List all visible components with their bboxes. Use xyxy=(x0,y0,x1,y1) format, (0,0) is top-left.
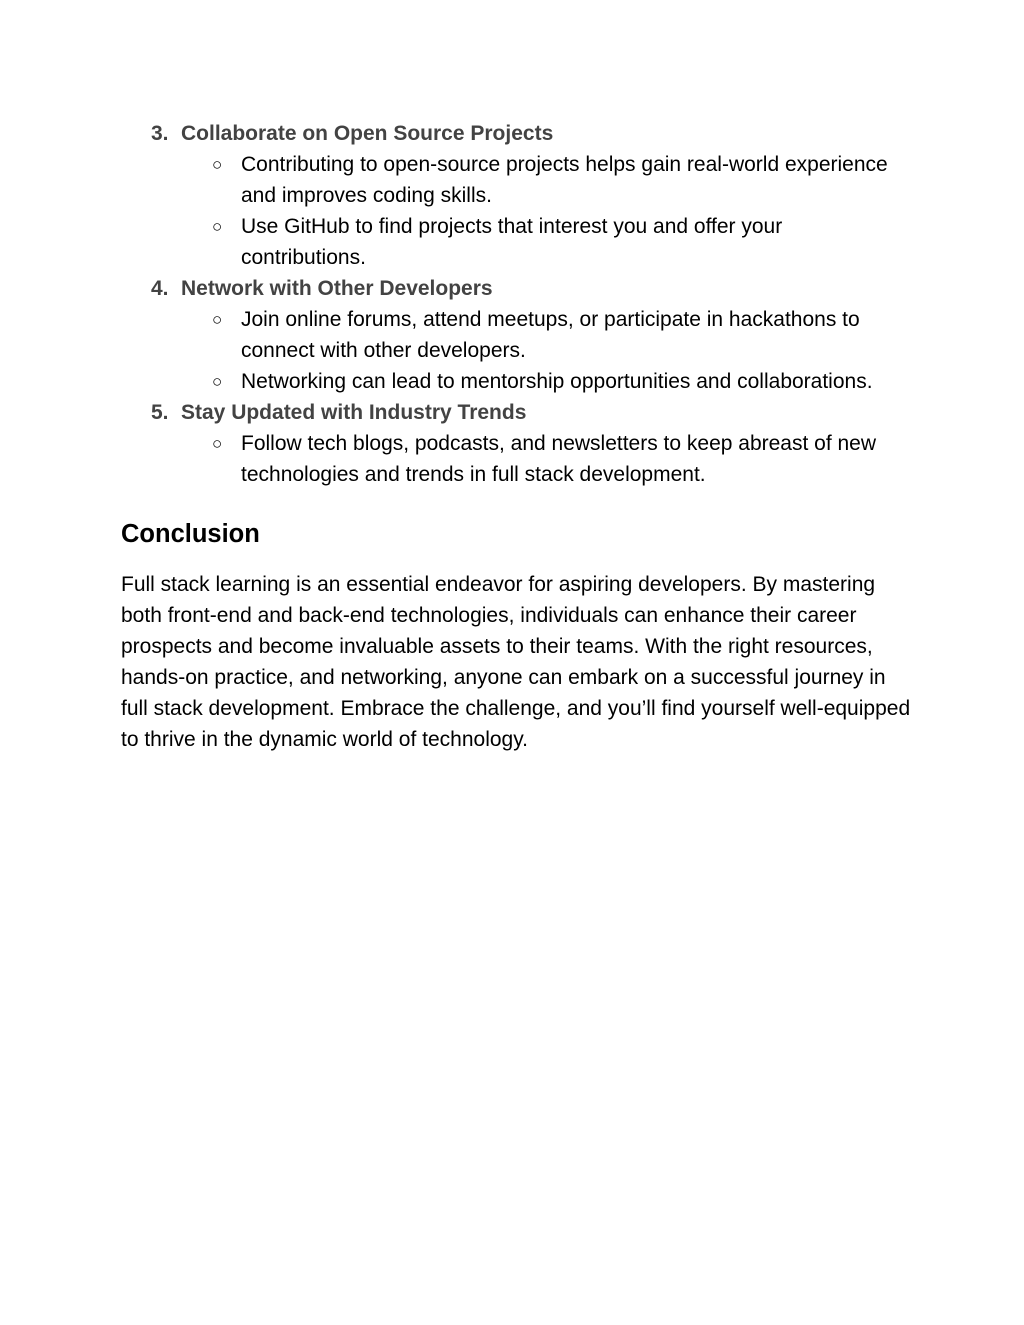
bullet-item xyxy=(121,304,911,366)
conclusion-heading: Conclusion xyxy=(121,520,260,548)
bullet-text: Use GitHub to find projects that interest you and offer your contributions. xyxy=(241,215,783,269)
hollow-circle-bullet-icon: ○ xyxy=(212,434,223,453)
bullet-text: Contributing to open-source projects helps gain real-world experience and improves coding skills. xyxy=(241,153,888,207)
bullet-text: Networking can lead to mentorship opportunities and collaborations. xyxy=(241,370,873,393)
step-bullets xyxy=(121,428,911,490)
conclusion-paragraph: Full stack learning is an essential endeavor for aspiring developers. By mastering both front-end and back-end technologies, individuals can enhance their career prospects and become invaluable assets to their teams. With the right resources, hands-on practice, and networking, anyone can embark on a successful journey in full stack development. Embrace the challenge, and you’ll find yourself well-equipped to thrive in the dynamic world of technology. xyxy=(121,573,911,751)
bullet-item xyxy=(121,149,911,211)
step-item xyxy=(121,273,911,397)
document-content xyxy=(121,118,911,755)
bullet-item xyxy=(121,366,911,397)
hollow-circle-bullet-icon: ○ xyxy=(212,372,223,391)
step-heading xyxy=(121,273,911,304)
step-number: 4. xyxy=(151,277,169,300)
step-title: Network with Other Developers xyxy=(181,277,493,300)
step-item xyxy=(121,397,911,490)
bullet-item xyxy=(121,211,911,273)
bullet-text: Join online forums, attend meetups, or participate in hackathons to connect with other developers. xyxy=(241,308,860,362)
steps-list xyxy=(121,118,911,490)
step-title: Stay Updated with Industry Trends xyxy=(181,401,527,424)
step-heading xyxy=(121,118,911,149)
hollow-circle-bullet-icon: ○ xyxy=(212,217,223,236)
step-number: 5. xyxy=(151,401,169,424)
hollow-circle-bullet-icon: ○ xyxy=(212,310,223,329)
step-title: Collaborate on Open Source Projects xyxy=(181,122,554,145)
step-bullets xyxy=(121,149,911,273)
step-bullets xyxy=(121,304,911,397)
step-item xyxy=(121,118,911,273)
bullet-item xyxy=(121,428,911,490)
hollow-circle-bullet-icon: ○ xyxy=(212,155,223,174)
bullet-text: Follow tech blogs, podcasts, and newsletters to keep abreast of new technologies and trends in full stack development. xyxy=(241,432,877,486)
step-heading xyxy=(121,397,911,428)
step-number: 3. xyxy=(151,122,169,145)
